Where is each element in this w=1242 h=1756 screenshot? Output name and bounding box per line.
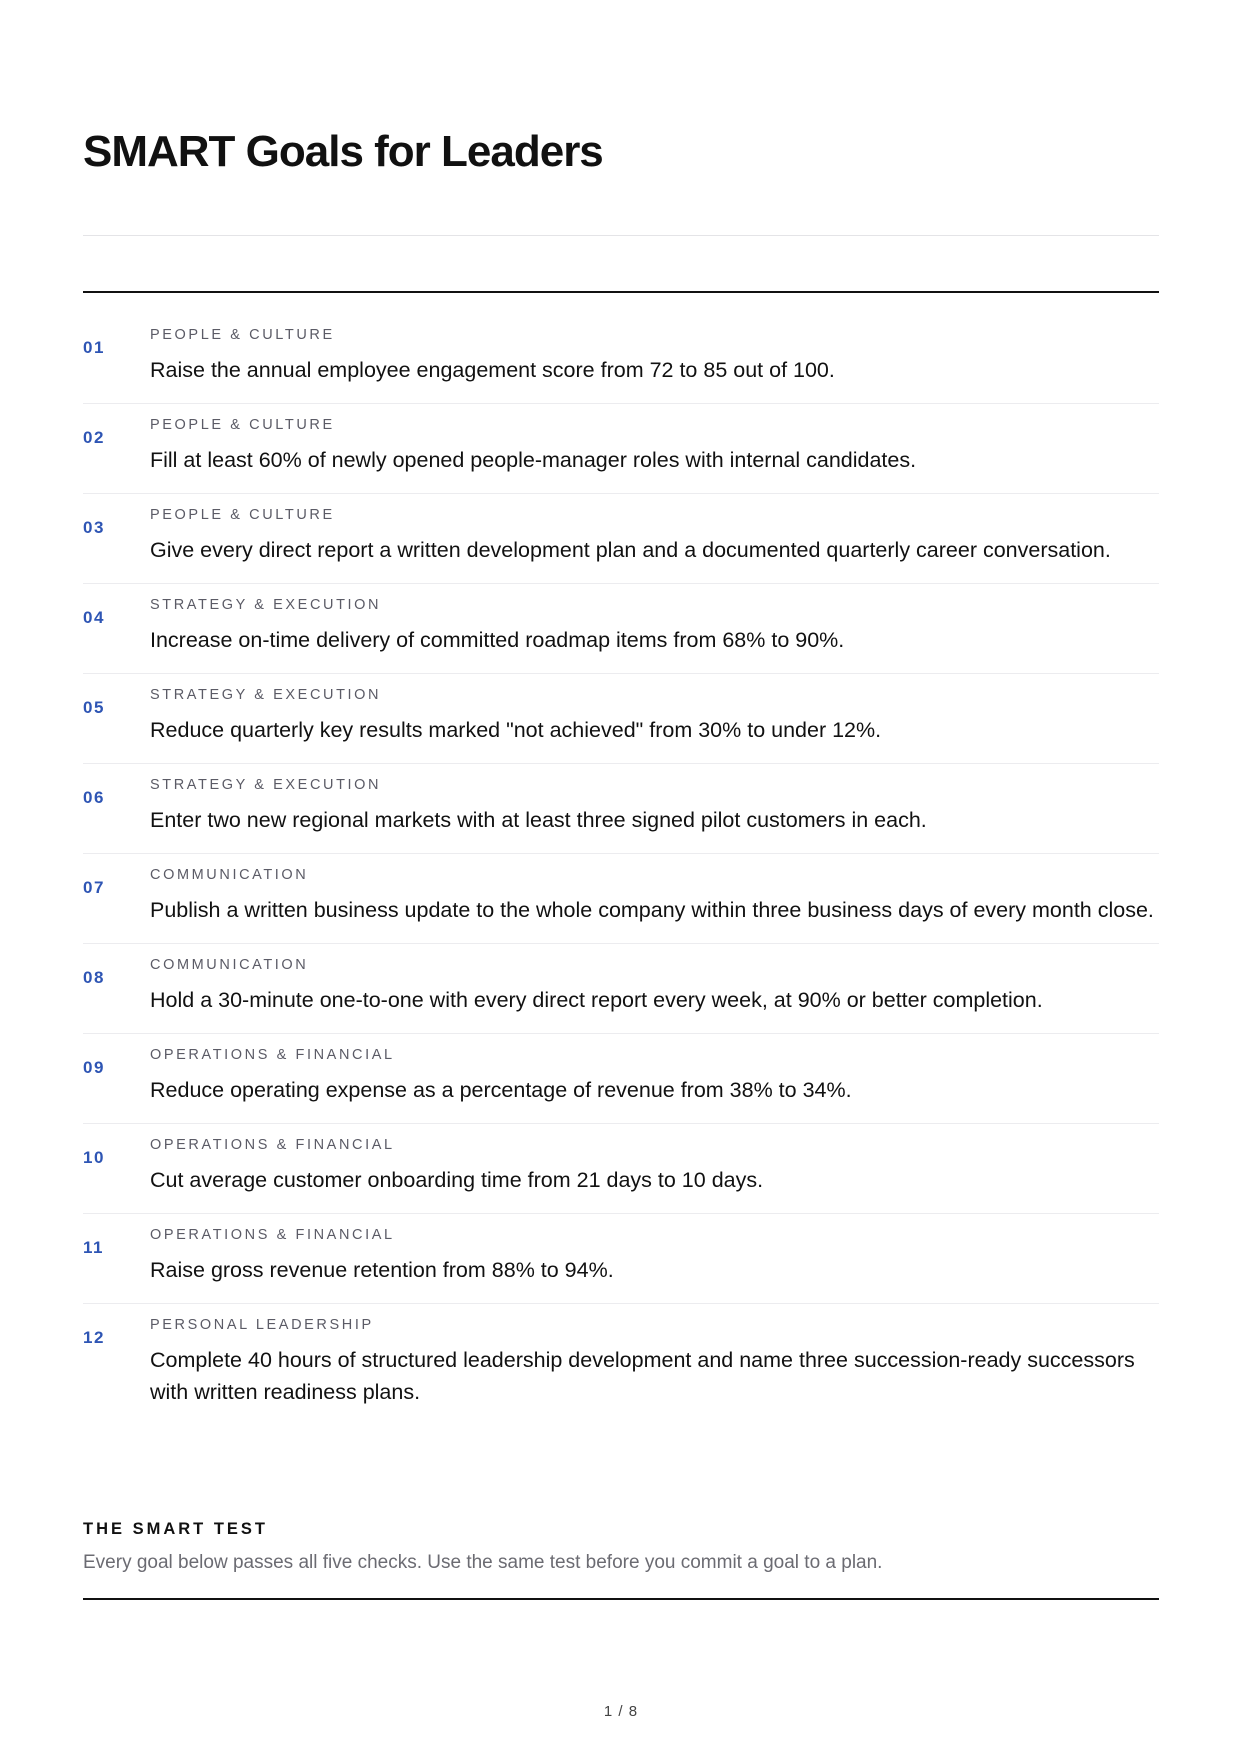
goal-text: Reduce quarterly key results marked "not achieved" from 30% to under 12%. [150,718,882,742]
goal-text: Hold a 30-minute one-to-one with every direct report every week, at 90% or better completion. [150,988,1043,1012]
goal-text: Reduce operating expense as a percentage of revenue from 38% to 34%. [150,1078,852,1102]
goal-text: Increase on-time delivery of committed roadmap items from 68% to 90%. [150,628,845,652]
goal-number: 12 [83,1328,105,1347]
goal-category: OPERATIONS & FINANCIAL [150,1227,395,1243]
goal-item [83,404,1159,494]
goal-number: 11 [83,1238,104,1257]
goal-body [150,1045,1159,1106]
goal-list [83,325,1159,1425]
goal-body [150,1315,1159,1408]
goal-category: PEOPLE & CULTURE [150,327,335,343]
goal-item [83,325,1159,404]
goal-number: 06 [83,788,105,807]
goal-item [83,764,1159,854]
page-number: 1 / 8 [603,1703,639,1720]
goal-item [83,854,1159,944]
goal-text: Complete 40 hours of structured leadership development and name three succession-ready successors with written readiness plans. [150,1348,1135,1404]
list-top-rule [83,291,1159,293]
goal-item [83,674,1159,764]
goal-item [83,1214,1159,1304]
goal-text: Give every direct report a written development plan and a documented quarterly career conversation. [150,538,1111,562]
goal-text: Enter two new regional markets with at least three signed pilot customers in each. [150,808,927,832]
goal-category: OPERATIONS & FINANCIAL [150,1137,395,1153]
goal-text: Fill at least 60% of newly opened people-manager roles with internal candidates. [150,448,917,472]
goal-category: PEOPLE & CULTURE [150,417,335,433]
goal-category: OPERATIONS & FINANCIAL [150,1047,395,1063]
goal-item [83,1304,1159,1425]
goal-body [150,595,1159,656]
goal-number: 05 [83,698,105,717]
goal-number: 04 [83,608,105,627]
goal-item [83,584,1159,674]
goal-category: STRATEGY & EXECUTION [150,597,382,613]
goal-number: 09 [83,1058,105,1077]
goal-number: 10 [83,1148,105,1167]
goal-category: PERSONAL LEADERSHIP [150,1317,374,1333]
smart-test-description: Every goal below passes all five checks. Use the same test before you commit a goal to a plan. [83,1552,883,1573]
goal-body [150,1135,1159,1196]
goal-body [150,865,1159,926]
goal-category: PEOPLE & CULTURE [150,507,335,523]
goal-body [150,685,1159,746]
goal-number: 08 [83,968,105,987]
goal-category: COMMUNICATION [150,867,309,883]
goal-item [83,944,1159,1034]
smart-test-heading: THE SMART TEST [83,1520,268,1538]
goal-item [83,494,1159,584]
goal-body [150,1225,1159,1286]
goal-body [150,955,1159,1016]
page-title: SMART Goals for Leaders [83,127,603,176]
section-bottom-rule [83,1598,1159,1600]
goal-category: COMMUNICATION [150,957,309,973]
goal-text: Raise the annual employee engagement score from 72 to 85 out of 100. [150,358,835,382]
goal-text: Cut average customer onboarding time from 21 days to 10 days. [150,1168,764,1192]
goal-text: Publish a written business update to the whole company within three business days of every month close. [150,898,1154,922]
goal-item [83,1034,1159,1124]
goal-category: STRATEGY & EXECUTION [150,687,382,703]
title-divider [83,235,1159,236]
goal-text: Raise gross revenue retention from 88% to 94%. [150,1258,614,1282]
goal-body [150,505,1159,566]
document-page [83,0,1159,1756]
goal-body [150,415,1159,476]
goal-category: STRATEGY & EXECUTION [150,777,382,793]
goal-body [150,325,1159,386]
goal-item [83,1124,1159,1214]
goal-body [150,775,1159,836]
goal-number: 01 [83,338,105,357]
goal-number: 02 [83,428,105,447]
goal-number: 07 [83,878,105,897]
goal-number: 03 [83,518,105,537]
